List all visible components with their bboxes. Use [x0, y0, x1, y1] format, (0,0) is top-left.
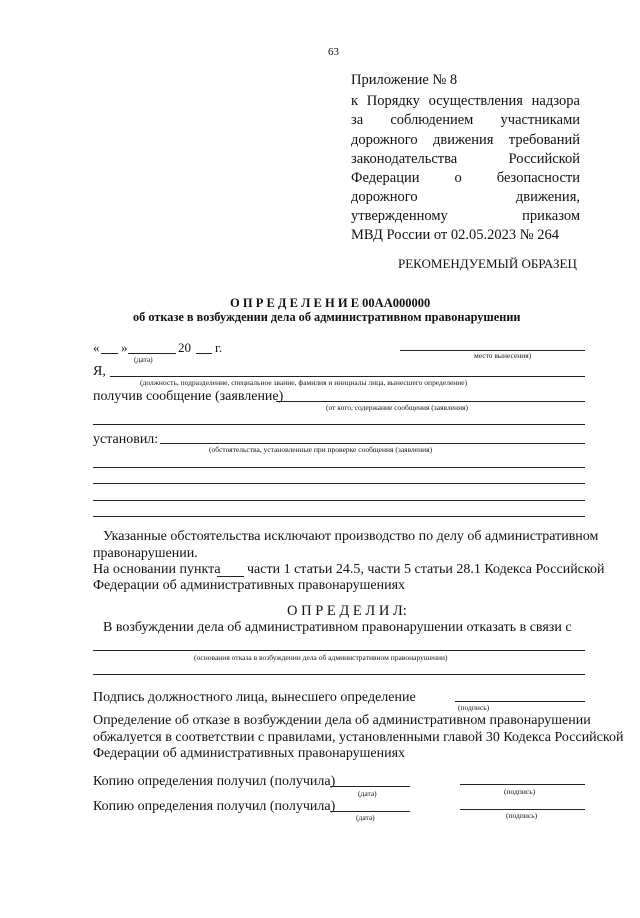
appendix-line-6: Федерации о безопасности	[351, 170, 580, 186]
appendix-line-8: утвержденному приказом	[351, 208, 580, 224]
date-close-quote: »	[121, 340, 128, 355]
copy-label-1: Копию определения получил (получила)	[93, 774, 336, 789]
signature-caption: (подпись)	[458, 703, 490, 712]
established-label: установил:	[93, 432, 159, 447]
appendix-line-5: законодательства Российской	[351, 151, 580, 167]
copy-sign-caption-2: (подпись)	[506, 811, 538, 820]
date-month-line[interactable]	[128, 353, 176, 354]
established-line-3[interactable]	[93, 483, 585, 484]
para1-line3b: части 1 статьи 24.5, части 5 статьи 28.1 Кодекса Российской	[247, 562, 605, 577]
appendix-line-1: Приложение № 8	[351, 72, 458, 88]
para1-point-line[interactable]	[217, 576, 244, 577]
page-number: 63	[328, 46, 339, 58]
established-caption: (обстоятельства, установленные при проверке сообщения (заявления)	[209, 445, 433, 454]
para1-line4: Федерации об административных правонарушениях	[93, 578, 406, 593]
ya-caption: (должность, подразделение, специальное звание, фамилия и инициалы лица, вынесшего определение)	[140, 378, 468, 387]
document-subtitle: об отказе в возбуждении дела об административном правонарушении	[133, 310, 521, 324]
ya-label: Я,	[93, 364, 106, 379]
copy-sign-caption-1: (подпись)	[504, 787, 536, 796]
refuse-caption: (основания отказа в возбуждении дела об административном правонарушении)	[194, 653, 448, 662]
determined-heading: О П Р Е Д Е Л И Л:	[287, 603, 407, 619]
para1-line2: правонарушении.	[93, 546, 198, 561]
place-caption: место вынесения)	[474, 351, 532, 360]
copy-date-caption-2: (дата)	[356, 813, 375, 822]
appeal-line2: обжалуется в соответствии с правилами, установленными главой 30 Кодекса Российской	[93, 730, 624, 745]
copy-label-2: Копию определения получил (получила)	[93, 799, 336, 814]
date-year-suffix: г.	[215, 340, 223, 355]
refuse-text: В возбуждении дела об административном правонарушении отказать в связи с	[103, 620, 572, 635]
received-line[interactable]	[276, 401, 585, 402]
established-line-5[interactable]	[93, 516, 585, 517]
appendix-line-7: дорожного движения,	[351, 189, 580, 205]
established-line-4[interactable]	[93, 500, 585, 501]
copy-date-line-1[interactable]	[330, 786, 410, 787]
para1-line3a: На основании пункта	[93, 562, 221, 577]
refuse-line-2[interactable]	[93, 674, 585, 675]
copy-date-line-2[interactable]	[330, 811, 410, 812]
received-label: получив сообщение (заявление)	[93, 389, 284, 404]
para1-line1: Указанные обстоятельства исключают производство по делу об административном	[103, 529, 599, 544]
date-open-quote: «	[93, 340, 100, 355]
ya-line[interactable]	[110, 376, 585, 377]
appeal-line1: Определение об отказе в возбуждении дела об административном правонарушении	[93, 713, 591, 728]
date-caption: (дата)	[134, 355, 153, 364]
copy-sign-line-2[interactable]	[460, 809, 585, 810]
established-line[interactable]	[160, 443, 585, 444]
appendix-line-4: дорожного движения требований	[351, 132, 580, 148]
appendix-line-9: МВД России от 02.05.2023 № 264	[351, 227, 559, 243]
appendix-line-2: к Порядку осуществления надзора	[351, 93, 580, 109]
appendix-line-3: за соблюдением участниками	[351, 112, 580, 128]
copy-sign-line-1[interactable]	[460, 784, 585, 785]
signature-label: Подпись должностного лица, вынесшего определение	[93, 690, 416, 705]
recommended-sample: РЕКОМЕНДУЕМЫЙ ОБРАЗЕЦ	[398, 256, 577, 271]
copy-date-caption-1: (дата)	[358, 789, 377, 798]
date-year-line[interactable]	[196, 353, 212, 354]
document-title: О П Р Е Д Е Л Е Н И Е 00АА000000	[230, 296, 431, 310]
received-caption: (от кого, содержание сообщения (заявления)	[326, 403, 469, 412]
appeal-line3: Федерации об административных правонарушениях	[93, 746, 406, 761]
received-extra-line[interactable]	[93, 424, 585, 425]
date-day-line[interactable]	[101, 353, 118, 354]
signature-line[interactable]	[455, 701, 585, 702]
date-year-prefix: 20	[178, 340, 191, 355]
refuse-line[interactable]	[93, 650, 585, 651]
established-line-2[interactable]	[93, 467, 585, 468]
